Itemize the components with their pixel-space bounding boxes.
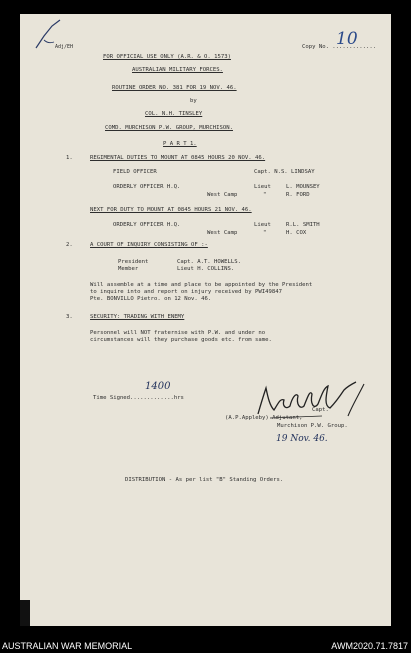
archive-footer <box>0 640 411 653</box>
inquiry-role: Member <box>118 266 139 272</box>
ditto-mark: " <box>263 192 267 198</box>
footer-institution: AUSTRALIAN WAR MEMORIAL <box>2 641 133 651</box>
routine-order-title: ROUTINE ORDER NO. 381 FOR 19 NOV. 46. <box>112 85 237 91</box>
duty-role: ORDERLY OFFICER H.Q. <box>113 184 181 190</box>
time-signed-label: Time Signed.............hrs <box>93 395 184 401</box>
command-line: COMD. MURCHISON P.W. GROUP, MURCHISON. <box>105 125 233 131</box>
by-label: by <box>190 98 197 104</box>
signatory-name: (A.P.Appleby) Adjutant, <box>225 415 303 421</box>
duty-name: Capt. N.S. LINDSAY <box>254 169 315 175</box>
duty-rank: Lieut <box>254 184 271 190</box>
duty-role: FIELD OFFICER <box>113 169 157 175</box>
paper-clip-shadow <box>20 600 30 626</box>
part-heading: P A R T 1. <box>163 141 197 147</box>
section-heading: NEXT FOR DUTY TO MOUNT AT 0845 HOURS 21 NOV. 46. <box>90 207 252 213</box>
paragraph-line: Will assemble at a time and place to be appointed by the President <box>90 282 313 288</box>
inquiry-role: President <box>118 259 149 265</box>
section-heading: A COURT OF INQUIRY CONSISTING OF :- <box>90 242 208 248</box>
duty-location: West Camp <box>207 192 238 198</box>
section-number: 1. <box>66 155 73 161</box>
section-heading: REGIMENTAL DUTIES TO MOUNT AT 0845 HOURS 20 NOV. 46. <box>90 155 266 161</box>
file-reference: Adj/EH <box>55 44 74 50</box>
signatory-unit: Murchison P.W. Group. <box>277 423 348 429</box>
signature-date: 19 Nov. 46. <box>276 434 328 444</box>
duty-rank: Lieut <box>254 222 271 228</box>
duty-location: West Camp <box>207 230 238 236</box>
distribution-line: DISTRIBUTION - As per list "B" Standing Orders. <box>125 477 284 483</box>
copy-number-label: Copy No. ............. <box>302 44 377 50</box>
inquiry-name: Lieut H. COLLINS. <box>177 266 235 272</box>
duty-name: H. COX <box>286 230 307 236</box>
paragraph-line: circumstances will they purchase goods etc. from same. <box>90 337 272 343</box>
commanding-officer: COL. N.H. TINSLEY <box>145 111 203 117</box>
footer-accession-number: AWM2020.71.7817 <box>331 641 408 651</box>
ditto-mark: " <box>263 230 267 236</box>
official-use-line: FOR OFFICIAL USE ONLY (A.R. & O. 1573) <box>103 54 231 60</box>
paragraph-line: Pte. BONVILLO Pietro. on 12 Nov. 46. <box>90 296 212 302</box>
signatory-rank: Capt. <box>312 407 329 413</box>
duty-name: L. MOUNSEY <box>286 184 320 190</box>
section-heading: SECURITY: TRADING WITH ENEMY <box>90 314 185 320</box>
time-signed-handwritten: 1400 <box>145 381 171 392</box>
force-heading: AUSTRALIAN MILITARY FORCES. <box>132 67 223 73</box>
section-number: 2. <box>66 242 73 248</box>
duty-name: R. FORD <box>286 192 310 198</box>
paragraph-line: Personnel will NOT fraternise with P.W. and under no <box>90 330 266 336</box>
section-number: 3. <box>66 314 73 320</box>
duty-role: ORDERLY OFFICER H.Q. <box>113 222 181 228</box>
document-page <box>20 14 391 626</box>
duty-name: R.L. SMITH <box>286 222 320 228</box>
copy-number-handwritten: 10 <box>336 29 358 49</box>
paragraph-line: to inquire into and report on injury received by PWI49847 <box>90 289 282 295</box>
inquiry-name: Capt. A.T. HOWELLS. <box>177 259 241 265</box>
